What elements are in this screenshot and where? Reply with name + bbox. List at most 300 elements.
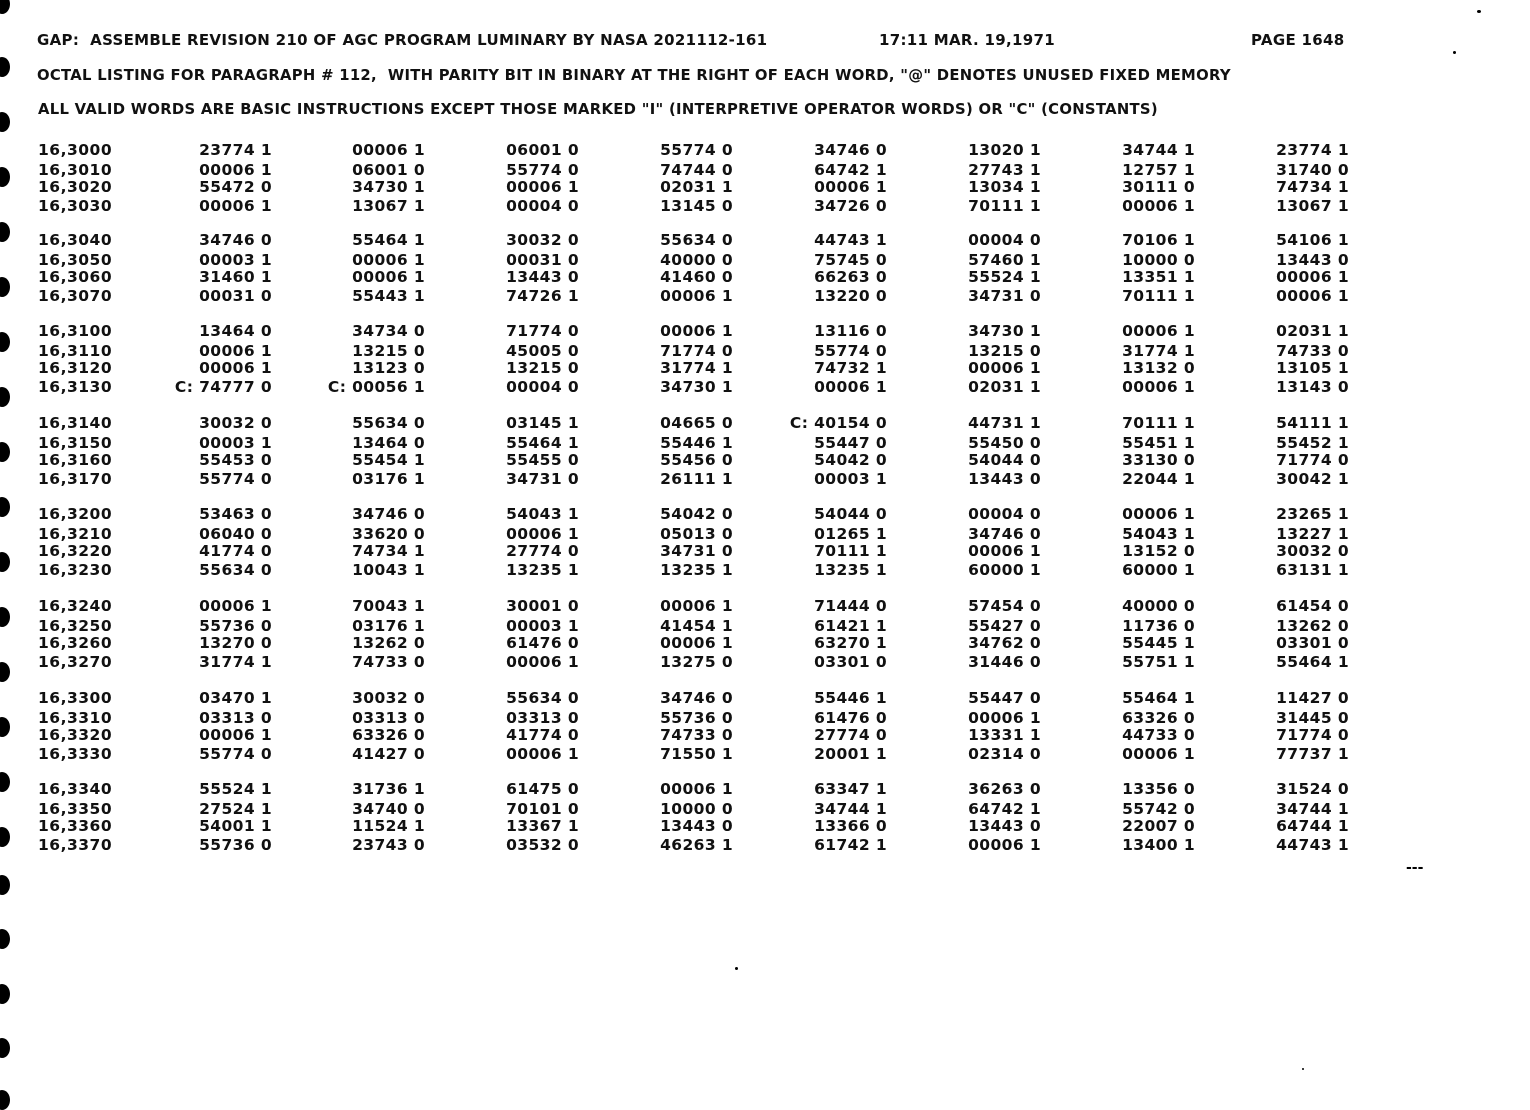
octal-word-cell: 31445 0 [1276,709,1349,727]
octal-word-cell: 00006 1 [814,178,887,196]
octal-word-cell: 00006 1 [968,542,1041,560]
octal-word-cell: 11524 1 [352,817,425,835]
octal-word-cell: 74734 1 [1276,178,1349,196]
octal-word-cell: 13235 1 [506,561,579,579]
octal-word-cell: 00006 1 [506,745,579,763]
octal-word-cell: 13215 0 [506,359,579,377]
octal-word-cell: 00006 1 [1122,378,1195,396]
header-listing-description: OCTAL LISTING FOR PARAGRAPH # 112, WITH PARITY BIT IN BINARY AT THE RIGHT OF EACH WORD, "@" DENOTES UNUSED FIXED MEMORY [37,67,1231,84]
octal-word-cell: 70111 1 [1122,414,1195,432]
scan-speck [735,967,738,970]
octal-word-cell: 00006 1 [814,378,887,396]
octal-word-cell: 34746 0 [660,689,733,707]
punch-hole [0,57,10,77]
octal-word-cell: 00006 1 [1122,322,1195,340]
octal-word-cell: 34731 0 [660,542,733,560]
octal-word-cell: 55446 1 [660,434,733,452]
octal-word-cell: 60000 1 [968,561,1041,579]
octal-word-cell: 77737 1 [1276,745,1349,763]
octal-word-cell: 63270 1 [814,634,887,652]
octal-word-cell: 13400 1 [1122,836,1195,854]
octal-word-cell: 13464 0 [352,434,425,452]
octal-word-cell: 34731 0 [506,470,579,488]
octal-word-cell: 00006 1 [660,597,733,615]
octal-word-cell: 30042 1 [1276,470,1349,488]
octal-word-cell: C: 00056 1 [327,378,425,396]
octal-word-cell: 00006 1 [1122,745,1195,763]
octal-word-cell: 46263 1 [660,836,733,854]
octal-word-cell: 55445 1 [1122,634,1195,652]
octal-word-cell: 41454 1 [660,617,733,635]
octal-word-cell: 05013 0 [660,525,733,543]
octal-word-cell: 74733 0 [1276,342,1349,360]
octal-word-cell: 31524 0 [1276,780,1349,798]
address-cell: 16,3330 [38,745,113,763]
octal-word-cell: 13262 0 [352,634,425,652]
octal-word-cell: 13366 0 [814,817,887,835]
octal-word-cell: 34730 1 [660,378,733,396]
octal-word-cell: 00006 1 [199,342,272,360]
listing-row [0,251,1530,269]
octal-word-cell: 63131 1 [1276,561,1349,579]
octal-word-cell: 13356 0 [1122,780,1195,798]
listing-row [0,726,1530,744]
address-cell: 16,3250 [38,617,113,635]
listing-row [0,287,1530,305]
octal-word-cell: 41427 0 [352,745,425,763]
octal-word-cell: 70106 1 [1122,231,1195,249]
listing-row [0,505,1530,523]
octal-word-cell: 55736 0 [199,836,272,854]
octal-word-cell: 66263 0 [814,268,887,286]
octal-word-cell: 55427 0 [968,617,1041,635]
octal-word-cell: 34730 1 [352,178,425,196]
octal-word-cell: 31446 0 [968,653,1041,671]
address-cell: 16,3370 [38,836,113,854]
octal-word-cell: 70111 1 [968,197,1041,215]
octal-word-cell: 13116 0 [814,322,887,340]
octal-word-cell: 34740 0 [352,800,425,818]
octal-word-cell: 00006 1 [660,322,733,340]
address-cell: 16,3210 [38,525,113,543]
octal-word-cell: 55524 1 [968,268,1041,286]
octal-word-cell: 44733 0 [1122,726,1195,744]
octal-word-cell: 10043 1 [352,561,425,579]
octal-word-cell: 13215 0 [968,342,1041,360]
octal-word-cell: 00006 1 [1276,268,1349,286]
octal-word-cell: 13262 0 [1276,617,1349,635]
octal-word-cell: 23265 1 [1276,505,1349,523]
octal-word-cell: 55446 1 [814,689,887,707]
listing-row [0,451,1530,469]
octal-word-cell: 00006 1 [199,197,272,215]
address-cell: 16,3310 [38,709,113,727]
octal-word-cell: 22044 1 [1122,470,1195,488]
octal-word-cell: 45005 0 [506,342,579,360]
listing-row [0,231,1530,249]
octal-word-cell: 55774 0 [660,141,733,159]
address-cell: 16,3160 [38,451,113,469]
octal-word-cell: 06001 0 [506,141,579,159]
listing-row [0,525,1530,543]
octal-word-cell: 30032 0 [199,414,272,432]
octal-word-cell: 06040 0 [199,525,272,543]
octal-word-cell: 13331 1 [968,726,1041,744]
octal-word-cell: 02031 1 [1276,322,1349,340]
octal-word-cell: 55634 0 [506,689,579,707]
octal-word-cell: 55774 0 [814,342,887,360]
octal-word-cell: 13270 0 [199,634,272,652]
octal-word-cell: 54044 0 [814,505,887,523]
octal-word-cell: 34746 0 [968,525,1041,543]
octal-word-cell: 55736 0 [660,709,733,727]
octal-word-cell: 10000 0 [1122,251,1195,269]
octal-word-cell: 00004 0 [968,231,1041,249]
octal-word-cell: 54106 1 [1276,231,1349,249]
listing-row [0,745,1530,763]
octal-word-cell: 40000 0 [660,251,733,269]
octal-word-cell: 31740 0 [1276,161,1349,179]
address-cell: 16,3360 [38,817,113,835]
octal-word-cell: 74726 1 [506,287,579,305]
header-assembly-title: GAP: ASSEMBLE REVISION 210 OF AGC PROGRAM LUMINARY BY NASA 2021112-161 [37,31,768,49]
octal-word-cell: 55751 1 [1122,653,1195,671]
octal-word-cell: 10000 0 [660,800,733,818]
octal-word-cell: 41774 0 [506,726,579,744]
address-cell: 16,3040 [38,231,113,249]
octal-word-cell: 13220 0 [814,287,887,305]
octal-word-cell: 34746 0 [814,141,887,159]
address-cell: 16,3300 [38,689,113,707]
octal-word-cell: 55634 0 [199,561,272,579]
address-cell: 16,3320 [38,726,113,744]
address-cell: 16,3230 [38,561,113,579]
octal-word-cell: 61476 0 [814,709,887,727]
octal-word-cell: 03532 0 [506,836,579,854]
listing-row [0,342,1530,360]
octal-word-cell: 41774 0 [199,542,272,560]
octal-word-cell: 00031 0 [506,251,579,269]
octal-word-cell: 13143 0 [1276,378,1349,396]
octal-word-cell: 00004 0 [506,378,579,396]
octal-word-cell: 00006 1 [660,287,733,305]
listing-row [0,322,1530,340]
octal-word-cell: 13443 0 [968,817,1041,835]
address-cell: 16,3050 [38,251,113,269]
octal-word-cell: 61742 1 [814,836,887,854]
octal-word-cell: 31774 1 [199,653,272,671]
listing-row [0,597,1530,615]
octal-word-cell: 34762 0 [968,634,1041,652]
octal-word-cell: 27774 0 [506,542,579,560]
address-cell: 16,3100 [38,322,113,340]
octal-word-cell: 03470 1 [199,689,272,707]
octal-word-cell: 71774 0 [506,322,579,340]
octal-word-cell: 55450 0 [968,434,1041,452]
octal-word-cell: 64742 1 [968,800,1041,818]
address-cell: 16,3070 [38,287,113,305]
octal-word-cell: 54042 0 [660,505,733,523]
punch-hole [0,1038,10,1058]
octal-word-cell: 13067 1 [352,197,425,215]
listing-row [0,634,1530,652]
octal-word-cell: 55774 0 [199,470,272,488]
octal-word-cell: 13443 0 [1276,251,1349,269]
octal-word-cell: 55464 1 [506,434,579,452]
punch-hole [0,875,10,895]
address-cell: 16,3030 [38,197,113,215]
listing-row [0,653,1530,671]
octal-word-cell: 00004 0 [506,197,579,215]
listing-row [0,141,1530,159]
octal-word-cell: 03145 1 [506,414,579,432]
octal-word-cell: 13443 0 [660,817,733,835]
octal-word-cell: 54111 1 [1276,414,1349,432]
octal-word-cell: 03313 0 [352,709,425,727]
octal-word-cell: 13123 0 [352,359,425,377]
octal-word-cell: 55472 0 [199,178,272,196]
address-cell: 16,3350 [38,800,113,818]
octal-word-cell: 02314 0 [968,745,1041,763]
octal-word-cell: 27524 1 [199,800,272,818]
octal-word-cell: 55464 1 [1122,689,1195,707]
octal-word-cell: 00006 1 [352,268,425,286]
octal-word-cell: 34746 0 [199,231,272,249]
listing-row [0,780,1530,798]
octal-word-cell: 22007 0 [1122,817,1195,835]
octal-word-cell: 13275 0 [660,653,733,671]
octal-word-cell: 30032 0 [506,231,579,249]
octal-word-cell: 00006 1 [199,359,272,377]
octal-word-cell: 55742 0 [1122,800,1195,818]
octal-word-cell: 11427 0 [1276,689,1349,707]
octal-word-cell: 54043 1 [506,505,579,523]
octal-word-cell: 54042 0 [814,451,887,469]
octal-word-cell: 63326 0 [352,726,425,744]
octal-word-cell: 71550 1 [660,745,733,763]
octal-word-cell: 13020 1 [968,141,1041,159]
punch-hole [0,112,10,132]
octal-word-cell: 26111 1 [660,470,733,488]
octal-word-cell: 44743 1 [814,231,887,249]
octal-word-cell: 55774 0 [506,161,579,179]
octal-word-cell: 13235 1 [660,561,733,579]
octal-word-cell: 74733 0 [352,653,425,671]
scan-speck [1302,1068,1304,1070]
listing-row [0,836,1530,854]
octal-word-cell: 44731 1 [968,414,1041,432]
octal-word-cell: 13034 1 [968,178,1041,196]
octal-word-cell: 00006 1 [968,709,1041,727]
octal-word-cell: 55451 1 [1122,434,1195,452]
octal-word-cell: 00003 1 [506,617,579,635]
octal-word-cell: 55736 0 [199,617,272,635]
octal-word-cell: 13132 0 [1122,359,1195,377]
octal-word-cell: 61476 0 [506,634,579,652]
octal-word-cell: 03176 1 [352,470,425,488]
octal-word-cell: 34726 0 [814,197,887,215]
octal-word-cell: 55634 0 [352,414,425,432]
octal-word-cell: 71774 0 [1276,451,1349,469]
octal-word-cell: 00006 1 [1276,287,1349,305]
octal-word-cell: 55464 1 [1276,653,1349,671]
octal-word-cell: 34744 1 [814,800,887,818]
octal-word-cell: 75745 0 [814,251,887,269]
octal-word-cell: 13367 1 [506,817,579,835]
octal-word-cell: 30111 0 [1122,178,1195,196]
octal-word-cell: 13145 0 [660,197,733,215]
octal-word-cell: 02031 1 [660,178,733,196]
listing-row [0,268,1530,286]
octal-word-cell: 44743 1 [1276,836,1349,854]
octal-word-cell: 34744 1 [1122,141,1195,159]
octal-word-cell: 55774 0 [199,745,272,763]
octal-word-cell: 63347 1 [814,780,887,798]
address-cell: 16,3270 [38,653,113,671]
octal-word-cell: 23774 1 [1276,141,1349,159]
octal-word-cell: 55453 0 [199,451,272,469]
listing-row [0,178,1530,196]
octal-word-cell: 03301 0 [814,653,887,671]
octal-word-cell: 30032 0 [1276,542,1349,560]
header-timestamp: 17:11 MAR. 19,1971 [879,31,1055,49]
listing-row [0,378,1530,396]
address-cell: 16,3260 [38,634,113,652]
octal-word-cell: 70111 1 [1122,287,1195,305]
octal-word-cell: 00006 1 [1122,505,1195,523]
octal-word-cell: 55634 0 [660,231,733,249]
address-cell: 16,3140 [38,414,113,432]
octal-word-cell: C: 40154 0 [789,414,887,432]
octal-word-cell: 00006 1 [199,726,272,744]
listing-row [0,197,1530,215]
address-cell: 16,3220 [38,542,113,560]
octal-word-cell: 61475 0 [506,780,579,798]
octal-word-cell: 00006 1 [352,141,425,159]
listing-row [0,414,1530,432]
octal-word-cell: C: 74777 0 [174,378,272,396]
octal-word-cell: 00006 1 [968,359,1041,377]
octal-word-cell: 71774 0 [660,342,733,360]
octal-word-cell: 64742 1 [814,161,887,179]
octal-word-cell: 74732 1 [814,359,887,377]
octal-word-cell: 34744 1 [1276,800,1349,818]
octal-word-cell: 31774 1 [1122,342,1195,360]
octal-word-cell: 04665 0 [660,414,733,432]
address-cell: 16,3000 [38,141,113,159]
octal-word-cell: 06001 0 [352,161,425,179]
octal-word-cell: 00006 1 [1122,197,1195,215]
address-cell: 16,3120 [38,359,113,377]
address-cell: 16,3340 [38,780,113,798]
octal-word-cell: 11736 0 [1122,617,1195,635]
octal-word-cell: 34730 1 [968,322,1041,340]
margin-mark: --- [1406,860,1424,876]
octal-word-cell: 34734 0 [352,322,425,340]
octal-word-cell: 55464 1 [352,231,425,249]
address-cell: 16,3110 [38,342,113,360]
punch-hole [0,1090,10,1110]
octal-word-cell: 13443 0 [506,268,579,286]
octal-word-cell: 31736 1 [352,780,425,798]
octal-word-cell: 00006 1 [660,780,733,798]
octal-word-cell: 00006 1 [352,251,425,269]
octal-word-cell: 00003 1 [199,251,272,269]
octal-word-cell: 74733 0 [660,726,733,744]
octal-word-cell: 03176 1 [352,617,425,635]
octal-word-cell: 12757 1 [1122,161,1195,179]
octal-word-cell: 70111 1 [814,542,887,560]
octal-word-cell: 00006 1 [506,653,579,671]
octal-word-cell: 23774 1 [199,141,272,159]
octal-word-cell: 13464 0 [199,322,272,340]
octal-word-cell: 34731 0 [968,287,1041,305]
octal-word-cell: 55456 0 [660,451,733,469]
octal-word-cell: 13152 0 [1122,542,1195,560]
octal-word-cell: 74734 1 [352,542,425,560]
octal-word-cell: 00003 1 [199,434,272,452]
listing-row [0,709,1530,727]
header-valid-words-note: ALL VALID WORDS ARE BASIC INSTRUCTIONS EXCEPT THOSE MARKED "I" (INTERPRETIVE OPERATOR WORDS) OR "C" (CONSTANTS) [38,101,1158,118]
octal-word-cell: 00006 1 [968,836,1041,854]
address-cell: 16,3020 [38,178,113,196]
octal-word-cell: 57454 0 [968,597,1041,615]
octal-word-cell: 00006 1 [199,597,272,615]
listing-row [0,689,1530,707]
octal-word-cell: 71444 0 [814,597,887,615]
octal-word-cell: 54044 0 [968,451,1041,469]
address-cell: 16,3130 [38,378,113,396]
octal-word-cell: 00006 1 [506,178,579,196]
octal-word-cell: 03313 0 [506,709,579,727]
octal-word-cell: 41460 0 [660,268,733,286]
octal-word-cell: 00006 1 [199,161,272,179]
octal-word-cell: 27774 0 [814,726,887,744]
octal-word-cell: 02031 1 [968,378,1041,396]
octal-word-cell: 00006 1 [506,525,579,543]
octal-word-cell: 00006 1 [660,634,733,652]
octal-word-cell: 31774 1 [660,359,733,377]
octal-word-cell: 54001 1 [199,817,272,835]
listing-row [0,561,1530,579]
octal-word-cell: 64744 1 [1276,817,1349,835]
octal-word-cell: 00003 1 [814,470,887,488]
listing-row [0,470,1530,488]
octal-word-cell: 23743 0 [352,836,425,854]
scan-speck [1453,51,1456,54]
octal-word-cell: 20001 1 [814,745,887,763]
octal-word-cell: 40000 0 [1122,597,1195,615]
octal-word-cell: 13105 1 [1276,359,1349,377]
octal-word-cell: 34746 0 [352,505,425,523]
octal-word-cell: 55447 0 [968,689,1041,707]
octal-word-cell: 55443 1 [352,287,425,305]
octal-word-cell: 01265 1 [814,525,887,543]
listing-row [0,617,1530,635]
punch-hole [0,984,10,1004]
octal-word-cell: 54043 1 [1122,525,1195,543]
address-cell: 16,3150 [38,434,113,452]
octal-word-cell: 55455 0 [506,451,579,469]
octal-word-cell: 70101 0 [506,800,579,818]
octal-word-cell: 30001 0 [506,597,579,615]
octal-word-cell: 71774 0 [1276,726,1349,744]
listing-row [0,434,1530,452]
octal-word-cell: 27743 1 [968,161,1041,179]
octal-word-cell: 55454 1 [352,451,425,469]
octal-word-cell: 36263 0 [968,780,1041,798]
octal-word-cell: 55524 1 [199,780,272,798]
